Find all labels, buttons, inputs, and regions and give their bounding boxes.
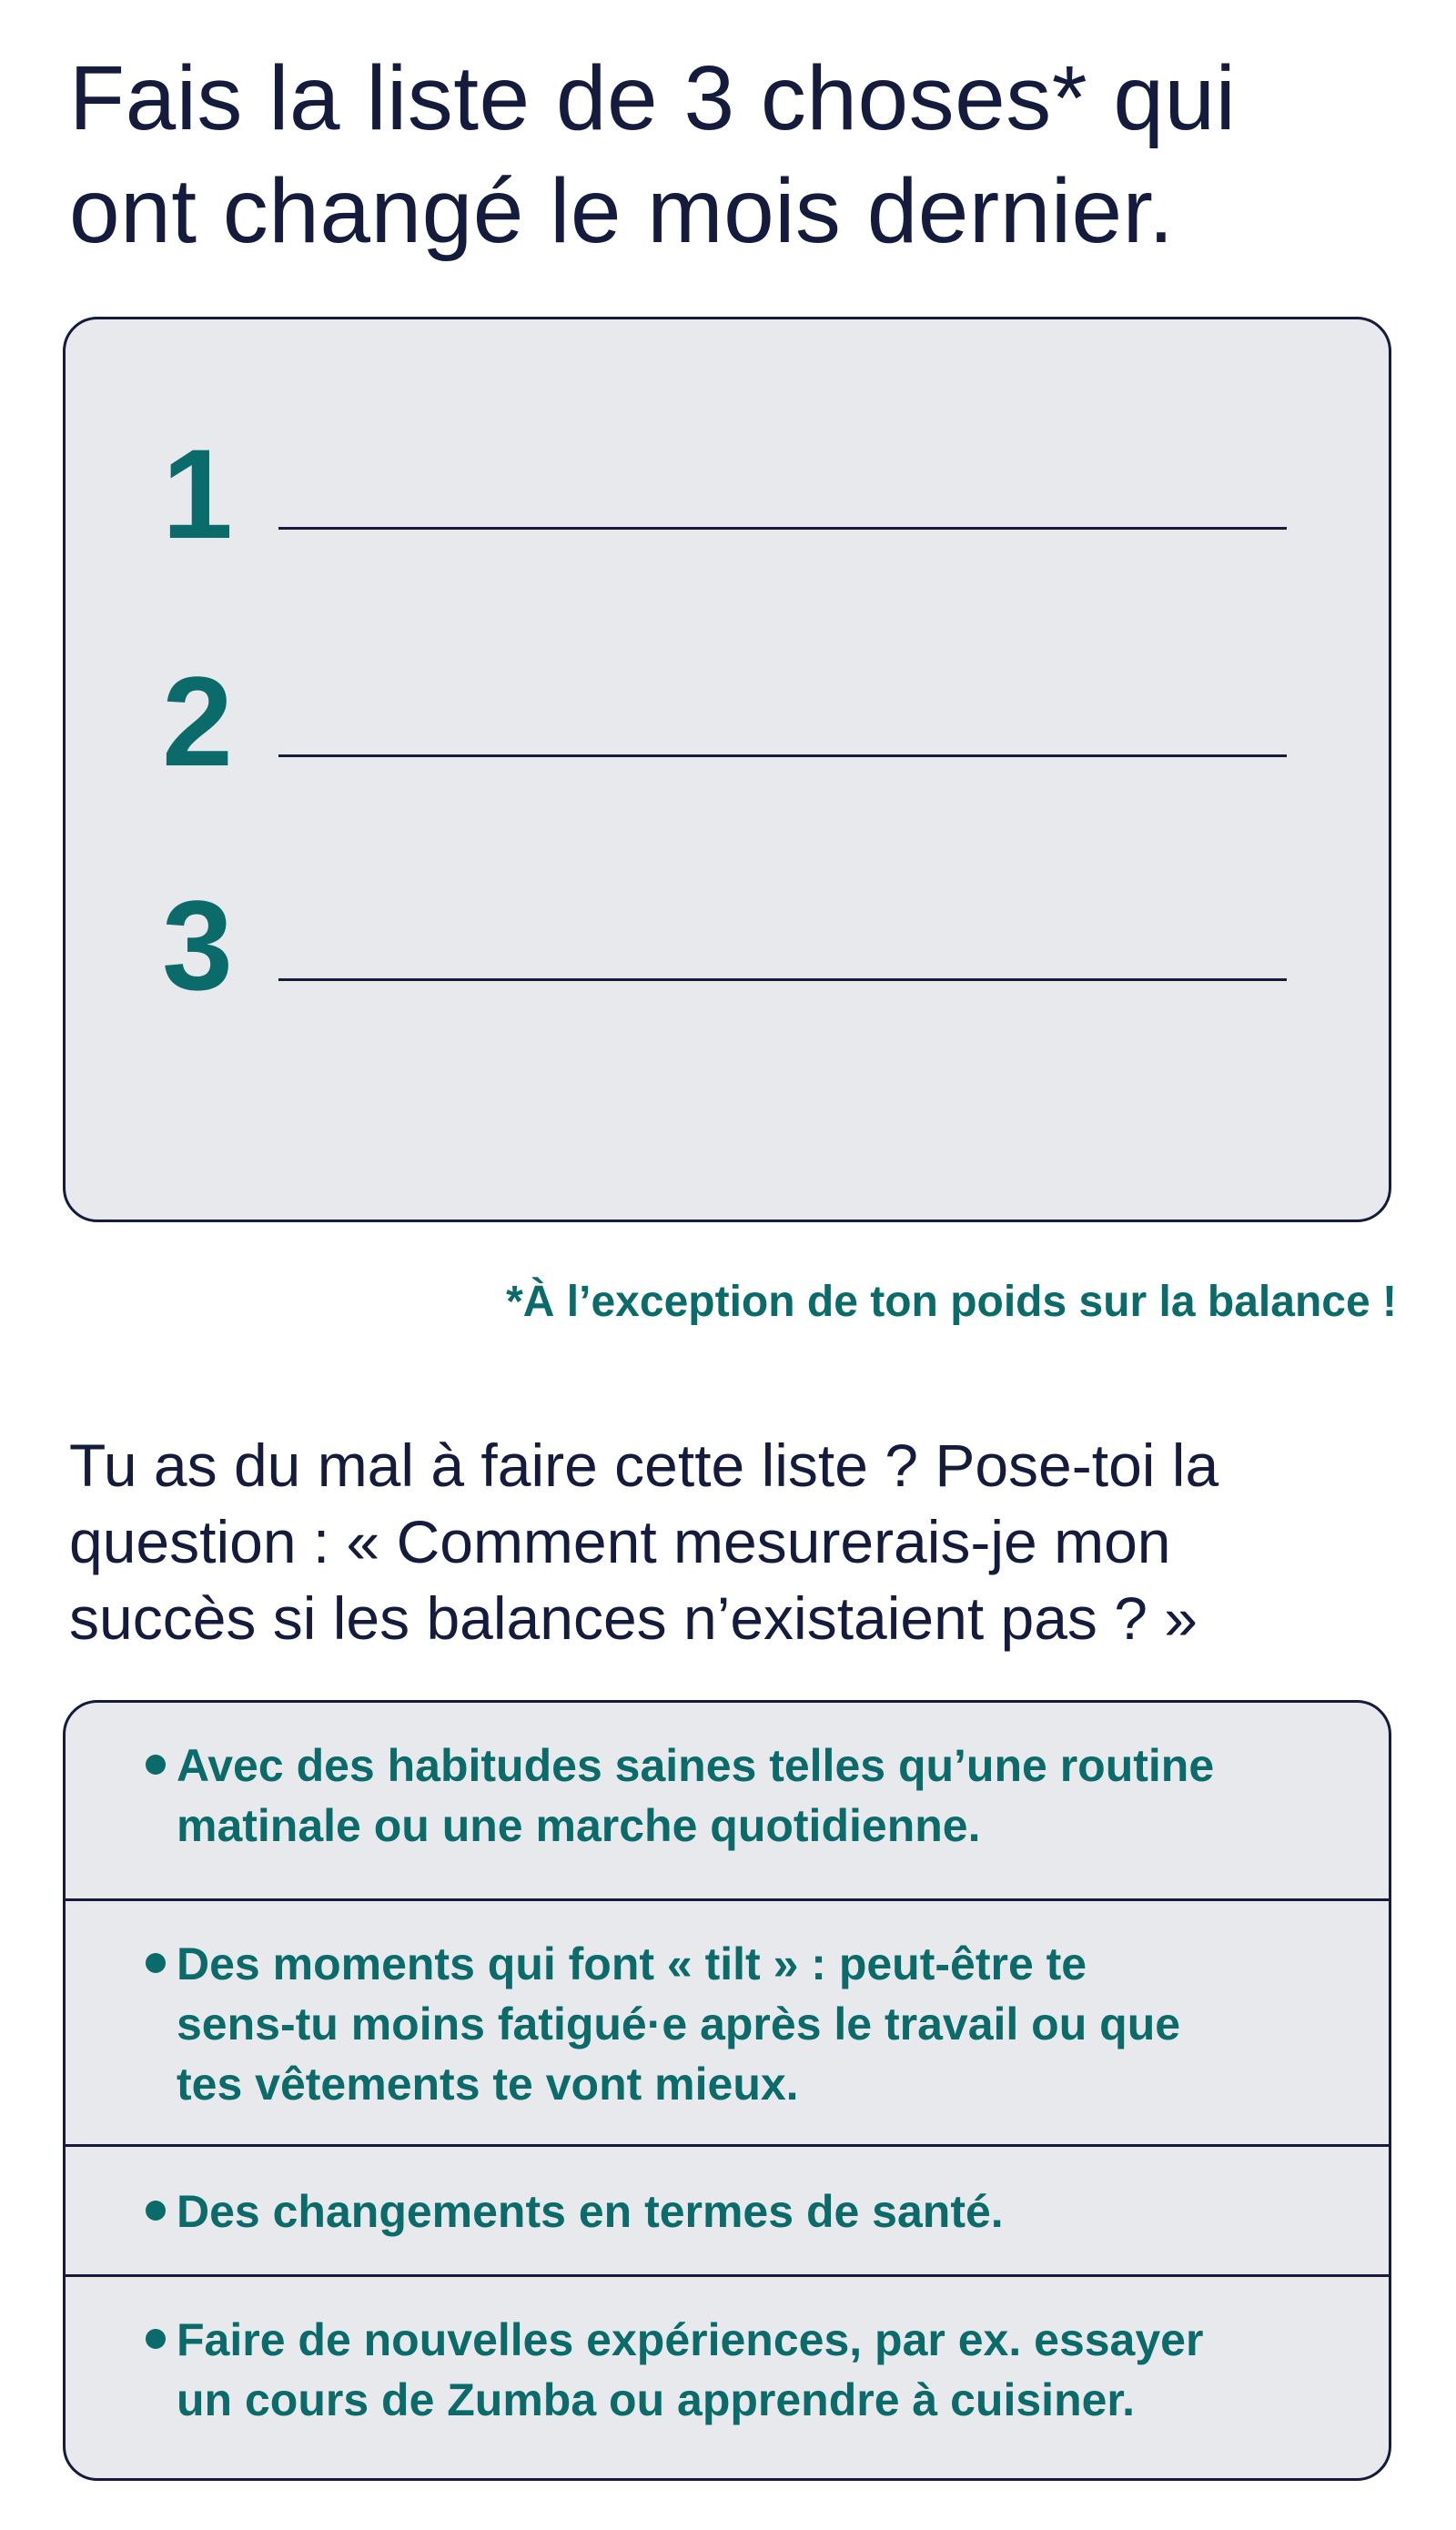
question-line-2: question : « Comment mesurerais-je mon (69, 1508, 1171, 1575)
list-item-2 (66, 650, 1389, 793)
tip-text (177, 1934, 1323, 2114)
bullet-icon (146, 1755, 166, 1775)
answer-line-3[interactable] (278, 978, 1287, 981)
tip-line: Des moments qui font « tilt » : peut-être te (177, 1938, 1087, 1989)
list-number-3: 3 (162, 874, 233, 1017)
bullet-icon (146, 2201, 166, 2221)
tip-item-habits (66, 1703, 1389, 1901)
tip-line: tes vêtements te vont mieux. (177, 2059, 799, 2110)
tip-item-health (66, 2147, 1389, 2277)
list-number-1: 1 (162, 422, 233, 565)
tip-text (177, 2181, 1323, 2242)
tip-item-new-experiences (66, 2277, 1389, 2478)
answer-line-2[interactable] (278, 754, 1287, 757)
title-line-2: ont changé le mois dernier. (69, 160, 1175, 262)
footnote: *À l’exception de ton poids sur la balance ! (506, 1278, 1397, 1326)
tip-line: sens-tu moins fatigué·e après le travail ou que (177, 1999, 1181, 2049)
bullet-icon (146, 1953, 166, 1973)
title-line-1: Fais la liste de 3 choses* qui (69, 47, 1237, 149)
question-line-3: succès si les balances n’existaient pas ? » (69, 1584, 1198, 1652)
list-box (63, 317, 1391, 1222)
tip-line: un cours de Zumba ou apprendre à cuisiner. (177, 2374, 1136, 2425)
tip-line: Des changements en termes de santé. (177, 2186, 1004, 2237)
tip-line: Faire de nouvelles expériences, par ex. essayer (177, 2314, 1204, 2365)
list-item-1 (66, 422, 1389, 565)
tip-text (177, 2310, 1323, 2430)
tip-item-moments (66, 1901, 1389, 2147)
tip-text (177, 1736, 1323, 1856)
bullet-icon (146, 2329, 166, 2349)
tip-line: Avec des habitudes saines telles qu’une routine (177, 1740, 1215, 1791)
tips-box (63, 1700, 1391, 2481)
tip-line: matinale ou une marche quotidienne. (177, 1800, 981, 1851)
list-item-3 (66, 874, 1389, 1017)
question-line-1: Tu as du mal à faire cette liste ? Pose-toi la (69, 1432, 1219, 1499)
list-number-2: 2 (162, 650, 233, 793)
answer-line-1[interactable] (278, 527, 1287, 530)
page-title (69, 42, 1398, 268)
question-paragraph (69, 1427, 1398, 1656)
